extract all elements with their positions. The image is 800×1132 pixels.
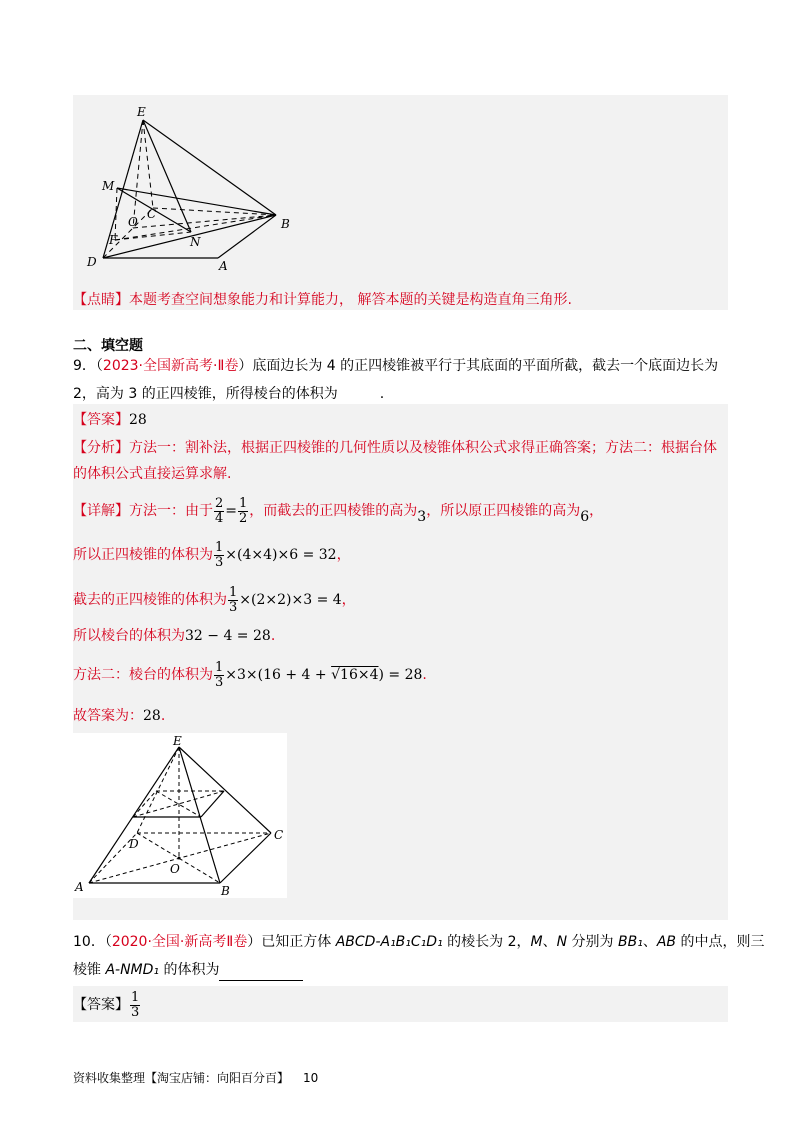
q9-line2 — [73, 384, 384, 405]
q10-text-6: 的体积为 — [159, 962, 220, 978]
detail9-text-5e: . — [422, 667, 427, 683]
q10-m: M — [530, 934, 543, 950]
q9-text-1: ）底面边长为 4 的正四棱锥被平行于其底面的平面所截，截去一个底面边长为 — [238, 358, 719, 374]
detail9-text-1c: ，所以原正四棱锥的高为 — [426, 503, 581, 519]
answer10-line — [73, 990, 141, 1020]
detail9-text-3a: 截去的正四棱锥的体积为 — [73, 592, 227, 608]
detail9-text-4e: . — [270, 628, 276, 644]
footer — [73, 1068, 318, 1088]
detail9-math-6: 28 — [143, 708, 161, 724]
page-number: 10 — [303, 1071, 319, 1085]
detail9-h1: 3 — [417, 509, 427, 525]
q10-ab: AB — [656, 934, 676, 950]
answer9-value: 28 — [129, 412, 147, 428]
detail9-line4 — [73, 626, 275, 646]
dianjing-text: 本题考查空间想象能力和计算能力， 解答本题的关键是构造直角三角形. — [129, 292, 572, 308]
q10-cube: ABCD-A₁B₁C₁D₁ — [335, 934, 443, 950]
pyramid-figure-1 — [73, 100, 333, 280]
fraction-1-3-c: $\frac{1}{3}$ — [215, 659, 224, 690]
fraction-1-3-b: $\frac{1}{3}$ — [229, 584, 238, 615]
fraction-1-2: $\frac{1}{2}$ — [239, 495, 248, 526]
solution-panel-q10 — [73, 986, 728, 1022]
label-A-2: A — [75, 880, 84, 894]
label-E: E — [137, 105, 146, 119]
detail9-sqrt: √16×4 — [331, 667, 379, 683]
detail9-line3 — [73, 585, 356, 615]
detail9-text-4a: 所以棱台的体积为 — [73, 628, 185, 644]
detail9-tag: 【详解】 — [73, 503, 129, 519]
dianjing-line — [73, 290, 572, 310]
q9-source: 2023·全国新高考·Ⅱ卷 — [102, 358, 239, 374]
label-A: A — [219, 259, 228, 273]
detail9-math-2: ×(4×4)×6 = 32 — [225, 547, 337, 563]
detail9-math-5b: ) = 28 — [378, 667, 423, 683]
dianjing-tag: 【点睛】 — [73, 292, 129, 308]
detail9-text-2e: ， — [336, 547, 351, 563]
detail9-line6 — [73, 706, 165, 726]
q9-number: 9．（ — [73, 358, 103, 374]
detail9-text-6e: . — [160, 708, 166, 724]
label-O: O — [128, 215, 138, 229]
label-M: M — [102, 179, 115, 193]
detail9-text-1a: 方法一：由于 — [129, 503, 213, 519]
q10-text-2: 的棱长为 2， — [442, 934, 531, 950]
q10-number: 10．（ — [73, 934, 112, 950]
equals-sign: = — [225, 503, 238, 519]
q10-tetra: A-NMD₁ — [105, 962, 160, 978]
q10-line1 — [73, 932, 764, 952]
label-F: F — [109, 233, 118, 247]
q10-text-5: 棱锥 — [73, 962, 106, 978]
detail9-h2: 6 — [580, 509, 590, 525]
detail9-text-3e: ， — [341, 592, 356, 608]
q10-source: 2020·全国·新高考Ⅱ卷 — [111, 934, 248, 950]
detail9-math-5a: ×3×(16 + 4 + — [225, 667, 332, 683]
label-C-2: C — [274, 828, 284, 842]
pyramid-figure-2 — [73, 733, 287, 898]
q10-text-1: ）已知正方体 — [247, 934, 336, 950]
analysis9-line2: 的体积公式直接运算求解. — [73, 466, 232, 482]
analysis9-tag: 【分析】 — [73, 440, 129, 456]
q9-answer-blank — [338, 384, 380, 405]
detail9-text-1b: ，而截去的正四棱锥的高为 — [249, 503, 418, 519]
label-D-2: D — [129, 837, 139, 851]
q10-bb1: BB₁ — [617, 934, 643, 950]
analysis9-line1 — [73, 438, 717, 458]
q10-n: N — [556, 934, 568, 950]
answer9-line — [73, 410, 147, 430]
detail9-line5 — [73, 660, 427, 690]
label-O-2: O — [170, 862, 180, 876]
answer9-tag: 【答案】 — [73, 412, 129, 428]
detail9-line2 — [73, 540, 351, 570]
section-title: 二、填空题 — [73, 338, 143, 354]
label-D: D — [87, 255, 97, 269]
answer10-fraction: $\frac{1}{3}$ — [131, 989, 140, 1020]
label-E-2: E — [173, 734, 182, 748]
analysis9-text-1: 方法一：割补法，根据正四棱锥的几何性质以及棱锥体积公式求得正确答案；方法二：根据台体 — [129, 440, 717, 456]
label-N: N — [190, 235, 201, 249]
q10-line2 — [73, 960, 303, 981]
answer10-tag: 【答案】 — [73, 997, 129, 1013]
q10-text-4: 的中点，则三 — [676, 934, 765, 950]
q9-text-end: . — [379, 386, 385, 402]
footer-text: 资料收集整理【淘宝店铺：向阳百分百】 — [73, 1071, 290, 1085]
label-C: C — [147, 207, 157, 221]
q10-sep: 、 — [542, 934, 557, 950]
label-B: B — [281, 217, 290, 231]
detail9-text-6a: 故答案为： — [73, 708, 143, 724]
detail9-math-4: 32 − 4 = 28 — [185, 628, 271, 644]
fraction-1-3-a: $\frac{1}{3}$ — [215, 539, 224, 570]
detail9-line1 — [73, 496, 603, 526]
q10-answer-blank — [219, 960, 303, 981]
fraction-2-4: $\frac{2}{4}$ — [215, 495, 224, 526]
detail9-text-1d: ， — [589, 503, 604, 519]
label-B-2: B — [221, 884, 230, 898]
detail9-text-5a: 方法二：棱台的体积为 — [73, 667, 213, 683]
q9-text-2: 2，高为 3 的正四棱锥，所得棱台的体积为 — [73, 386, 338, 402]
q9-line1 — [73, 356, 718, 376]
detail9-math-3: ×(2×2)×3 = 4 — [239, 592, 342, 608]
q10-sep2: 、 — [642, 934, 657, 950]
detail9-text-2a: 所以正四棱锥的体积为 — [73, 547, 213, 563]
q10-text-3: 分别为 — [567, 934, 618, 950]
